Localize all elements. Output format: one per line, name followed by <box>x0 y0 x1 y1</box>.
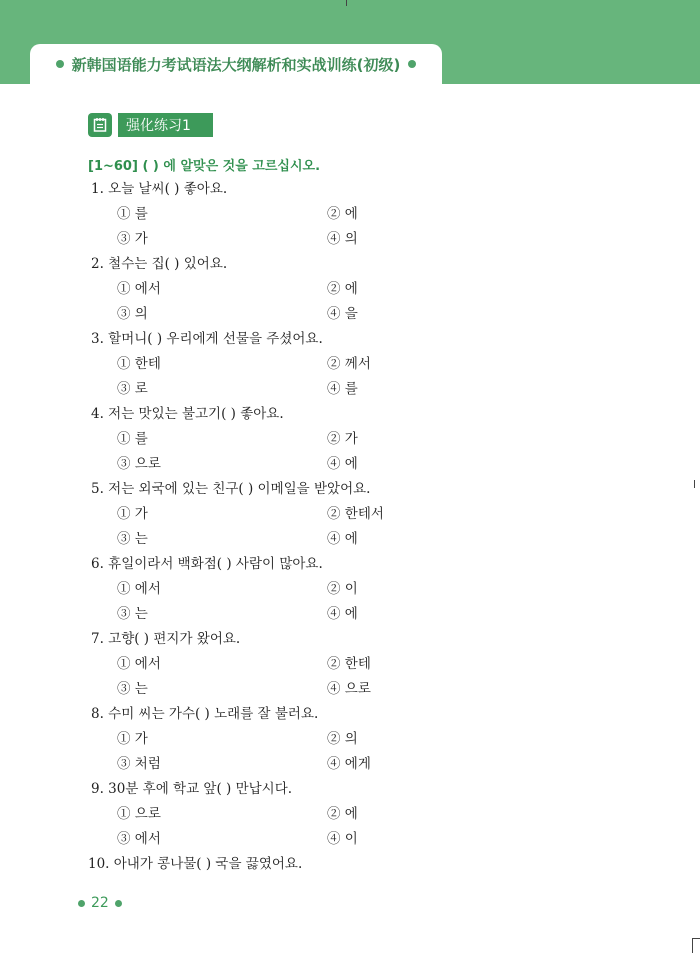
book-title: 新韩国语能力考试语法大纲解析和实战训练(初级) <box>71 55 401 74</box>
answer-option: ② 의 <box>327 731 358 747</box>
notebook-icon <box>88 113 112 137</box>
question-stem: 5. 저는 외국에 있는 친구( ) 이메일을 받았어요. <box>91 481 371 497</box>
answer-option: ② 이 <box>327 581 358 597</box>
answer-option: ④ 에 <box>327 456 358 472</box>
crop-mark <box>346 0 347 6</box>
answer-option: ③ 처럼 <box>117 756 161 772</box>
question-stem: 10. 아내가 콩나물( ) 국을 끓였어요. <box>88 856 303 872</box>
bullet-dot-icon <box>56 60 64 68</box>
answer-option: ④ 에게 <box>327 756 371 772</box>
answer-option: ③ 가 <box>117 231 148 247</box>
answer-option: ① 으로 <box>117 806 161 822</box>
answer-option: ④ 이 <box>327 831 358 847</box>
question-stem: 1. 오늘 날씨( ) 좋아요. <box>91 181 228 197</box>
question-stem: 6. 휴일이라서 백화점( ) 사람이 많아요. <box>91 556 323 572</box>
question-stem: 4. 저는 맛있는 불고기( ) 좋아요. <box>91 406 284 422</box>
answer-option: ② 에 <box>327 206 358 222</box>
answer-option: ② 께서 <box>327 356 371 372</box>
page-number-text: 22 <box>91 895 109 911</box>
answer-option: ③ 에서 <box>117 831 161 847</box>
crop-mark <box>694 480 695 488</box>
answer-option: ② 에 <box>327 806 358 822</box>
answer-option: ① 에서 <box>117 656 161 672</box>
page-number <box>72 895 128 911</box>
answer-option: ④ 를 <box>327 381 358 397</box>
bullet-dot-icon <box>78 900 85 907</box>
crop-mark <box>692 938 693 953</box>
answer-option: ③ 으로 <box>117 456 161 472</box>
answer-option: ② 한테 <box>327 656 371 672</box>
answer-option: ④ 에 <box>327 531 358 547</box>
question-stem: 8. 수미 씨는 가수( ) 노래를 잘 불러요. <box>91 706 319 722</box>
answer-option: ③ 는 <box>117 531 148 547</box>
answer-option: ① 한테 <box>117 356 161 372</box>
instruction-text: [1~60] ( ) 에 알맞은 것을 고르십시오. <box>88 159 321 174</box>
answer-option: ① 가 <box>117 506 148 522</box>
answer-option: ② 가 <box>327 431 358 447</box>
answer-option: ① 에서 <box>117 281 161 297</box>
answer-option: ④ 으로 <box>327 681 371 697</box>
answer-option: ① 에서 <box>117 581 161 597</box>
book-title-tab <box>30 44 442 84</box>
answer-option: ① 를 <box>117 431 148 447</box>
answer-option: ④ 을 <box>327 306 358 322</box>
section-title: 强化练习1 <box>118 113 213 137</box>
answer-option: ② 한테서 <box>327 506 384 522</box>
question-stem: 3. 할머니( ) 우리에게 선물을 주셨어요. <box>91 331 323 347</box>
question-stem: 2. 철수는 집( ) 있어요. <box>91 256 228 272</box>
section-heading <box>88 113 213 137</box>
answer-option: ③ 는 <box>117 606 148 622</box>
answer-option: ④ 의 <box>327 231 358 247</box>
question-stem: 7. 고향( ) 편지가 왔어요. <box>91 631 241 647</box>
answer-option: ③ 는 <box>117 681 148 697</box>
crop-mark <box>692 938 700 939</box>
answer-option: ③ 로 <box>117 381 148 397</box>
answer-option: ② 에 <box>327 281 358 297</box>
bullet-dot-icon <box>115 900 122 907</box>
question-stem: 9. 30분 후에 학교 앞( ) 만납시다. <box>91 781 293 797</box>
answer-option: ① 가 <box>117 731 148 747</box>
answer-option: ① 를 <box>117 206 148 222</box>
answer-option: ④ 에 <box>327 606 358 622</box>
answer-option: ③ 의 <box>117 306 148 322</box>
bullet-dot-icon <box>408 60 416 68</box>
